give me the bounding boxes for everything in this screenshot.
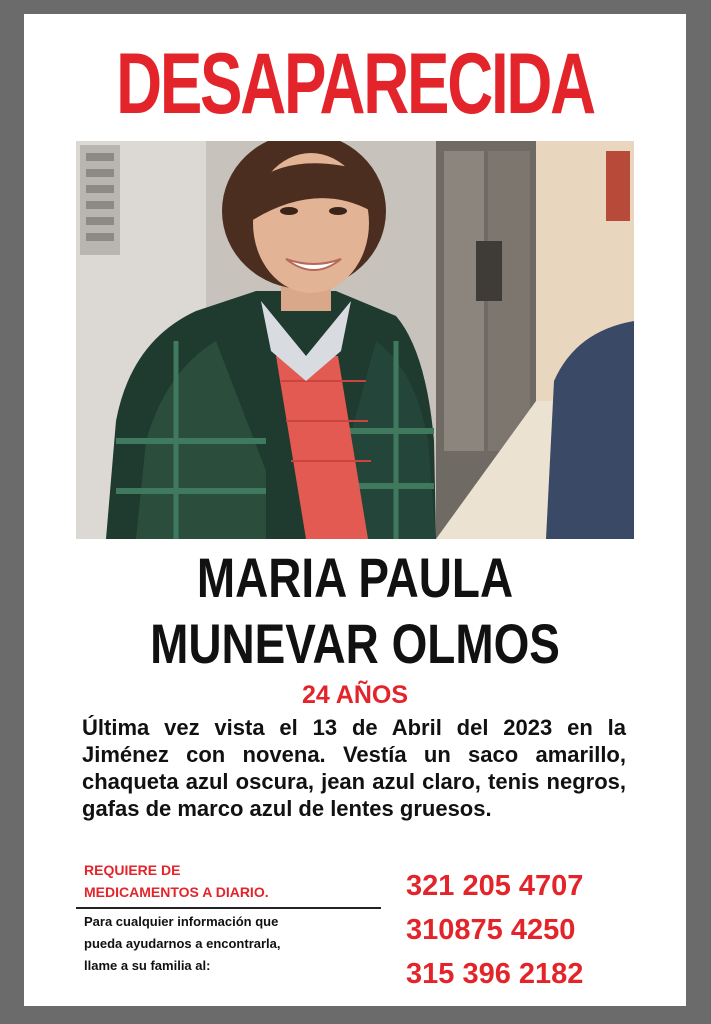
phone-number: 315 396 2182 [406,958,584,990]
contact-line: llame a su familia al: [84,958,211,973]
missing-person-photo [76,141,634,539]
phone-list [406,864,646,996]
requirement-line: MEDICAMENTOS A DIARIO. [84,884,269,900]
missing-person-poster [24,14,686,1006]
person-name-first: MARIA PAULA [196,546,514,609]
last-seen-description: Última vez vista el 13 de Abril del 2023 en la Jiménez con novena. Vestía un saco amarillo, chaqueta azul oscura, jean azul claro, tenis negros, gafas de marco azul de lentes gruesos. [82,715,626,821]
medication-requirement [84,859,384,903]
person-age: 24 AÑOS [301,681,409,709]
contact-line: pueda ayudarnos a encontrarla, [84,936,281,951]
contact-line: Para cualquier información que [84,914,279,929]
poster-headline: DESAPARECIDA [116,36,594,132]
contact-instructions [84,911,384,977]
requirement-line: REQUIERE DE [84,862,181,878]
person-name-last: MUNEVAR OLMOS [150,612,560,675]
phone-number: 310875 4250 [406,914,576,946]
phone-number: 321 205 4707 [406,870,584,902]
divider-line [76,907,381,909]
